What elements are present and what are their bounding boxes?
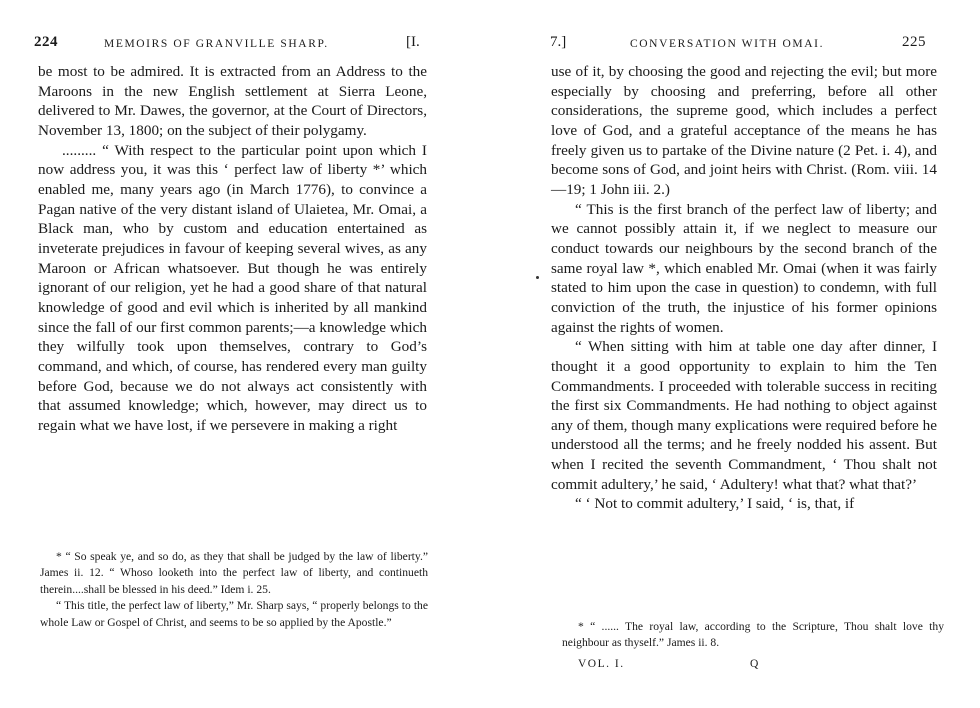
footnote: “ This title, the perfect law of liberty,” Mr. Sharp says, “ properly belongs to the whole Law or Gospel of Christ, and seems to be so applied by the Apostle.”: [40, 599, 428, 629]
paragraph: “ This is the first branch of the perfect law of liberty; and we cannot possibly attain it, if we neglect to measure our conduct towards our neighbours by the second branch of the same royal law *, which enabled Mr. Omai (when it was fairly stated to him upon the case in question) to condemn, with full conviction of the truth, the injustice of his former opinions against the rights of women.: [551, 200, 937, 336]
paragraph: use of it, by choosing the good and rejecting the evil; but more especially by choosing and preferring, before all other considerations, the supreme good, which includes a perfect love of God, and a grateful acceptance of the means he has freely given us to partake of the Divine nature (2 Pet. i. 4), and become sons of God, and joint heirs with Christ. (Rom. viii. 14—19; 1 John iii. 2.): [551, 63, 937, 198]
right-chapter-mark: 7.]: [550, 34, 567, 50]
book-gutter: [480, 0, 492, 708]
right-body-text: [551, 62, 937, 514]
paragraph: “ When sitting with him at table one day after dinner, I thought it a good opportunity to explain to him the Ten Commandments. I proceeded with tolerable success in reciting the first six Commandments. He had nothing to object against any of them, though many explications were required before he understood all the terms; and he freely nodded his assent. But when I recited the seventh Commandment, ‘ Thou shalt not commit adultery,’ he said, ‘ Adultery! what that? what that?’: [551, 338, 937, 493]
footnote: * “ ...... The royal law, according to the Scripture, Thou shalt love thy neighbour as thyself.” James ii. 8.: [562, 620, 944, 650]
right-running-head: [550, 34, 932, 56]
paragraph: ......... “ With respect to the particular point upon which I now address you, it was this ‘ perfect law of liberty *’ which enabled me, many years ago (in March 1776), to convince a Pagan native of the very distant island of Ulaietea, Mr. Omai, a Black man, who by custom and education entertained as inveterate prejudices in favour of keeping several wives, as any Maroon or African whatsoever. But though he was entirely ignorant of our religion, yet he had a good share of that natural knowledge of good and evil which is inherited by all mankind since the fall of our first common parents;—a knowledge which they wilfully took upon themselves, contrary to God’s command, and which, of course, has rendered every man guilty before God, because we do not always act consistently with that assumed knowledge; which, however, may direct us to regain what we have lost, if we persevere in making a right: [38, 141, 427, 434]
left-chapter-mark: [I.: [406, 34, 420, 50]
left-running-title: MEMOIRS OF GRANVILLE SHARP.: [104, 38, 329, 50]
left-page-number: 224: [34, 34, 58, 50]
right-running-title: CONVERSATION WITH OMAI.: [630, 38, 825, 50]
signature-vol: VOL. I.: [578, 658, 625, 670]
left-running-head: [34, 34, 434, 56]
footnote: * “ So speak ye, and so do, as they that shall be judged by the law of liberty.” James ii. 12. “ Whoso looketh into the perfect law of liberty, and continueth therein....shall be blessed in his deed.” Idem i. 25.: [40, 550, 428, 596]
paragraph: be most to be admired. It is extracted from an Address to the Maroons in the new English settlement at Sierra Leone, delivered to Mr. Dawes, the governor, at the Court of Directors, November 13, 1800; on the subject of their polygamy.: [38, 63, 427, 139]
left-page: [0, 0, 480, 708]
signature-mark: Q: [750, 658, 760, 670]
left-footnotes: [40, 549, 428, 631]
paragraph: “ ‘ Not to commit adultery,’ I said, ‘ is, that, if: [575, 495, 855, 513]
right-page-number: 225: [902, 34, 926, 50]
stray-ink-mark: [536, 276, 539, 279]
right-page: [492, 0, 980, 708]
left-body-text: [38, 62, 427, 435]
right-footnotes: [562, 619, 944, 652]
